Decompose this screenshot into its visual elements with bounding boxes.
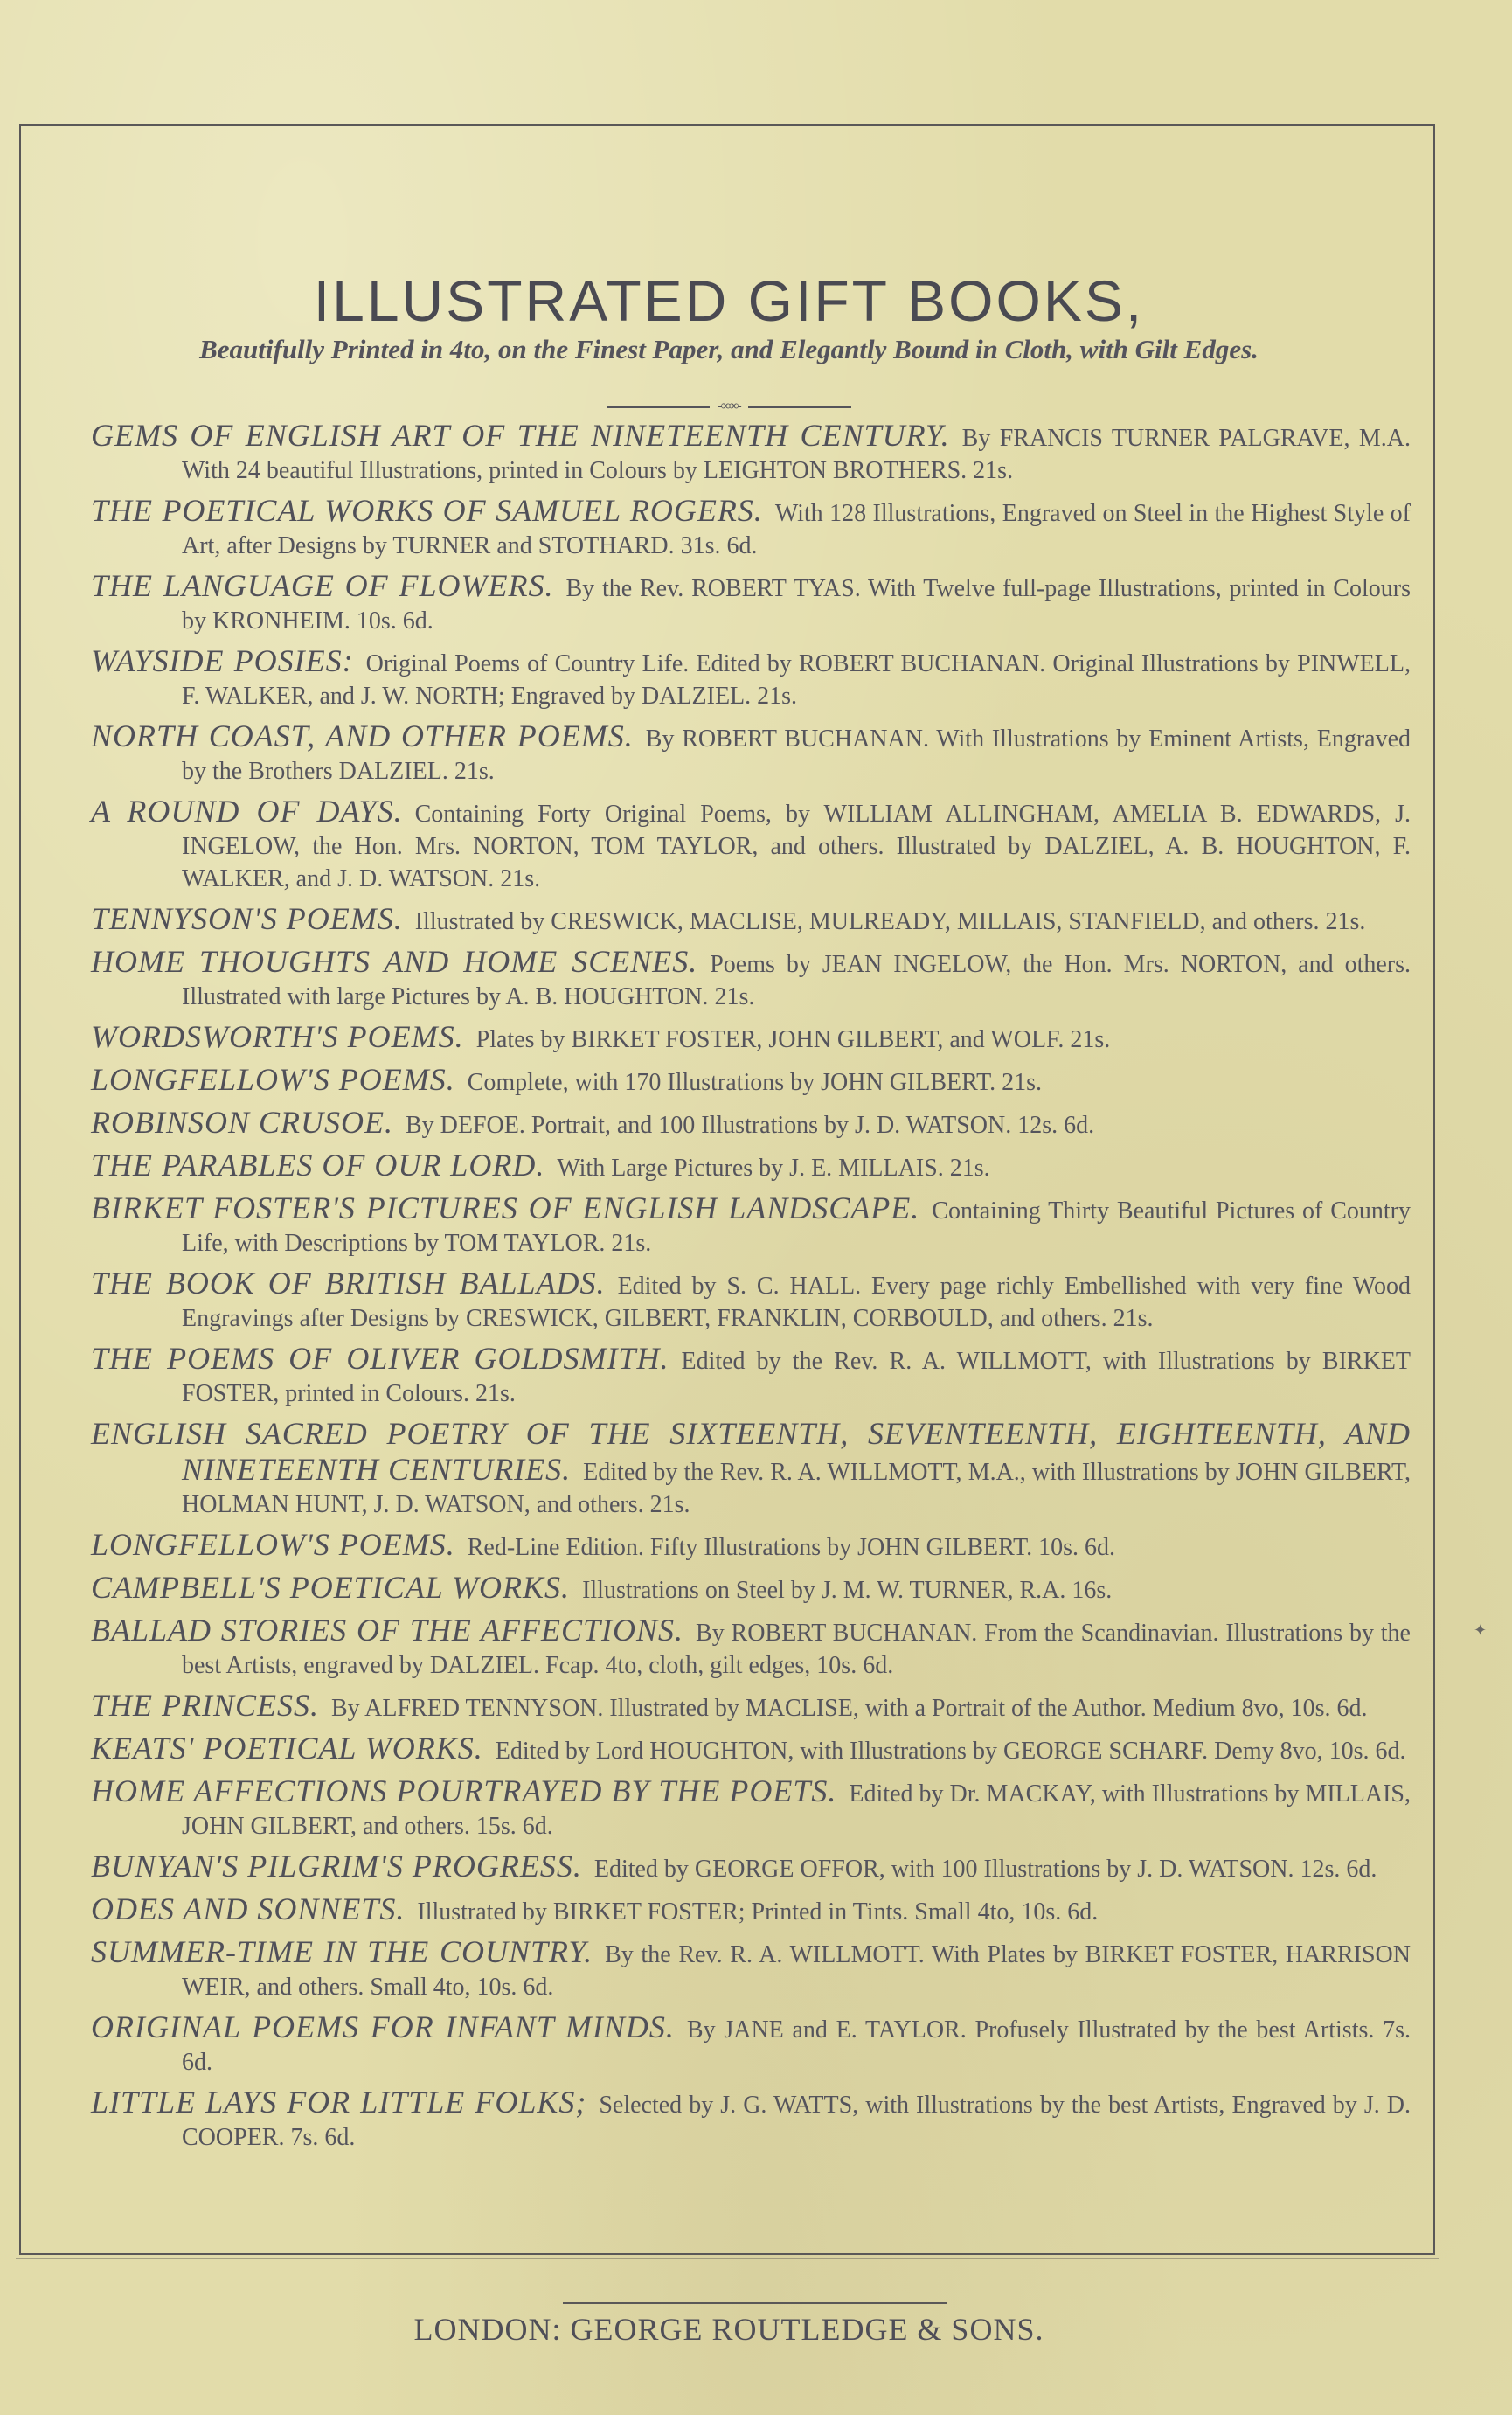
book-details: With 128 Illustrations, Engraved on Steel in the Highest Style of Art, after Designs by TURNER and STOTHARD. 31s. 6d. xyxy=(182,500,1411,559)
book-entry xyxy=(91,1343,1411,1411)
book-title: BALLAD STORIES OF THE AFFECTIONS. xyxy=(91,1613,684,1648)
book-entry xyxy=(91,1572,1411,1607)
book-details: Selected by J. G. WATTS, with Illustrations by the best Artists, Engraved by J. D. COOPER. 7s. 6d. xyxy=(182,2092,1411,2151)
book-details: Edited by the Rev. R. A. WILLMOTT, M.A., with Illustrations by JOHN GILBERT, HOLMAN HUNT, J. D. WATSON, and others. 21s. xyxy=(182,1459,1411,1518)
book-entry xyxy=(91,1614,1411,1683)
book-title: BUNYAN'S PILGRIM'S PROGRESS. xyxy=(91,1849,582,1884)
book-entry xyxy=(91,795,1411,896)
book-details: Illustrations on Steel by J. M. W. TURNER, R.A. 16s. xyxy=(582,1577,1113,1604)
book-details: Edited by S. C. HALL. Every page richly Embellished with very fine Wood Engravings after Designs by CRESWICK, GILBERT, FRANKLIN, CORBOULD, and others. 21s. xyxy=(182,1273,1411,1332)
book-details: By DEFOE. Portrait, and 100 Illustrations by J. D. WATSON. 12s. 6d. xyxy=(405,1112,1095,1139)
page-subtitle: Beautifully Printed in 4to, on the Finest Paper, and Elegantly Bound in Cloth, with Gilt Edges. xyxy=(199,334,1259,364)
book-details: By ROBERT BUCHANAN. With Illustrations by Eminent Artists, Engraved by the Brothers DALZIEL. 21s. xyxy=(182,725,1411,785)
book-title: A ROUND OF DAYS. xyxy=(91,794,403,829)
book-entry xyxy=(91,720,1411,788)
book-details: Illustrated by CRESWICK, MACLISE, MULREADY, MILLAIS, STANFIELD, and others. 21s. xyxy=(414,908,1366,935)
book-title: CAMPBELL'S POETICAL WORKS. xyxy=(91,1570,571,1605)
book-details: Edited by GEORGE OFFOR, with 100 Illustrations by J. D. WATSON. 12s. 6d. xyxy=(593,1856,1377,1883)
book-title: HOME AFFECTIONS POURTRAYED BY THE POETS. xyxy=(91,1773,837,1808)
book-title: THE BOOK OF BRITISH BALLADS. xyxy=(91,1266,606,1301)
book-entry xyxy=(91,2086,1411,2155)
book-entry xyxy=(91,1064,1411,1100)
book-title: BIRKET FOSTER'S PICTURES OF ENGLISH LANDSCAPE. xyxy=(91,1190,920,1225)
book-entry xyxy=(91,420,1411,488)
book-entry xyxy=(91,1732,1411,1768)
book-entry xyxy=(91,1850,1411,1886)
book-details: By the Rev. R. A. WILLMOTT. With Plates by BIRKET FOSTER, HARRISON WEIR, and others. Small 4to, 10s. 6d. xyxy=(182,1941,1411,2001)
book-details: With Large Pictures by J. E. MILLAIS. 21s. xyxy=(557,1155,990,1182)
book-entry xyxy=(91,1893,1411,1929)
book-details: By the Rev. ROBERT TYAS. With Twelve full-page Illustrations, printed in Colours by KRONHEIM. 10s. 6d. xyxy=(182,575,1411,635)
book-title: SUMMER-TIME IN THE COUNTRY. xyxy=(91,1934,593,1969)
book-title: ROBINSON CRUSOE. xyxy=(91,1105,393,1140)
book-title: LONGFELLOW'S POEMS. xyxy=(91,1527,455,1562)
book-title: ORIGINAL POEMS FOR INFANT MINDS. xyxy=(91,2009,675,2044)
ornamental-divider xyxy=(607,399,851,416)
book-entry xyxy=(91,2011,1411,2079)
imprint-rule xyxy=(563,2302,947,2304)
book-details: By ROBERT BUCHANAN. From the Scandinavian. Illustrations by the best Artists, engraved by DALZIEL. Fcap. 4to, cloth, gilt edges, 10s. 6d. xyxy=(182,1620,1411,1679)
book-entry xyxy=(91,1936,1411,2004)
book-entry xyxy=(91,1192,1411,1260)
divider-rule-right xyxy=(748,406,851,408)
book-title: THE PRINCESS. xyxy=(91,1688,319,1723)
book-details: Plates by BIRKET FOSTER, JOHN GILBERT, and WOLF. 21s. xyxy=(475,1026,1111,1053)
divider-rule-left xyxy=(607,406,710,408)
book-title: NORTH COAST, AND OTHER POEMS. xyxy=(91,718,634,753)
binding-pin-icon: ✦ xyxy=(1474,1621,1488,1639)
book-title: GEMS OF ENGLISH ART OF THE NINETEENTH CENTURY. xyxy=(91,418,950,453)
book-details: Edited by the Rev. R. A. WILLMOTT, with Illustrations by BIRKET FOSTER, printed in Colours. 21s. xyxy=(182,1348,1411,1407)
book-title: THE POETICAL WORKS OF SAMUEL ROGERS. xyxy=(91,493,763,528)
book-title: TENNYSON'S POEMS. xyxy=(91,901,403,936)
book-details: Edited by Lord HOUGHTON, with Illustrations by GEORGE SCHARF. Demy 8vo, 10s. 6d. xyxy=(495,1738,1406,1765)
book-entry xyxy=(91,946,1411,1014)
book-details: By ALFRED TENNYSON. Illustrated by MACLISE, with a Portrait of the Author. Medium 8vo, 10s. 6d. xyxy=(331,1695,1368,1722)
divider-ornament-icon: -∞∞- xyxy=(718,399,740,413)
book-entry xyxy=(91,903,1411,939)
book-title: THE LANGUAGE OF FLOWERS. xyxy=(91,568,554,603)
book-title: LITTLE LAYS FOR LITTLE FOLKS; xyxy=(91,2085,587,2120)
book-entry xyxy=(91,1690,1411,1725)
book-entry xyxy=(91,1021,1411,1057)
book-title: ENGLISH SACRED POETRY OF THE SIXTEENTH, SEVENTEENTH, EIGHTEENTH, AND NINETEENTH CENTURIES. xyxy=(91,1416,1411,1487)
book-details: Illustrated by BIRKET FOSTER; Printed in Tints. Small 4to, 10s. 6d. xyxy=(417,1898,1099,1926)
book-entry xyxy=(91,1267,1411,1336)
book-entry xyxy=(91,1775,1411,1843)
advertisement-frame xyxy=(19,124,1435,2347)
book-entry xyxy=(91,1529,1411,1565)
publisher-imprint: LONDON: GEORGE ROUTLEDGE & SONS. xyxy=(413,2312,1044,2347)
book-details: Original Poems of Country Life. Edited by ROBERT BUCHANAN. Original Illustrations by PINWELL, F. WALKER, and J. W. NORTH; Engraved by DALZIEL. 21s. xyxy=(182,650,1411,710)
book-details: Poems by JEAN INGELOW, the Hon. Mrs. NORTON, and others. Illustrated with large Pictures by A. B. HOUGHTON. 21s. xyxy=(182,951,1411,1010)
book-details: Complete, with 170 Illustrations by JOHN GILBERT. 21s. xyxy=(467,1069,1043,1096)
book-title: HOME THOUGHTS AND HOME SCENES. xyxy=(91,944,698,979)
book-details: Containing Thirty Beautiful Pictures of Country Life, with Descriptions by TOM TAYLOR. 21s. xyxy=(182,1197,1411,1257)
book-title: THE POEMS OF OLIVER GOLDSMITH. xyxy=(91,1341,669,1376)
book-entry xyxy=(91,1149,1411,1185)
book-list xyxy=(91,420,1411,2162)
book-entry xyxy=(91,570,1411,638)
book-title: KEATS' POETICAL WORKS. xyxy=(91,1731,483,1766)
book-details: Containing Forty Original Poems, by WILLIAM ALLINGHAM, AMELIA B. EDWARDS, J. INGELOW, the Hon. Mrs. NORTON, TOM TAYLOR, and others. Illustrated by DALZIEL, A. B. HOUGHTON, F. WALKER, and J. D. WATSON. 21s. xyxy=(182,801,1411,892)
book-details: By JANE and E. TAYLOR. Profusely Illustrated by the best Artists. 7s. 6d. xyxy=(182,2016,1411,2076)
book-title: LONGFELLOW'S POEMS. xyxy=(91,1062,455,1097)
book-entry xyxy=(91,495,1411,563)
book-details: Red-Line Edition. Fifty Illustrations by JOHN GILBERT. 10s. 6d. xyxy=(467,1534,1116,1561)
book-entry xyxy=(91,645,1411,713)
book-details: By FRANCIS TURNER PALGRAVE, M.A. With 24 beautiful Illustrations, printed in Colours by LEIGHTON BROTHERS. 21s. xyxy=(182,425,1411,484)
book-title: WAYSIDE POSIES: xyxy=(91,643,354,678)
book-entry xyxy=(91,1418,1411,1522)
book-details: Edited by Dr. MACKAY, with Illustrations by MILLAIS, JOHN GILBERT, and others. 15s. 6d. xyxy=(182,1780,1411,1840)
page-title: ILLUSTRATED GIFT BOOKS, xyxy=(313,268,1145,333)
book-title: ODES AND SONNETS. xyxy=(91,1891,406,1926)
book-title: WORDSWORTH'S POEMS. xyxy=(91,1019,464,1054)
book-title: THE PARABLES OF OUR LORD. xyxy=(91,1148,545,1183)
book-entry xyxy=(91,1107,1411,1142)
